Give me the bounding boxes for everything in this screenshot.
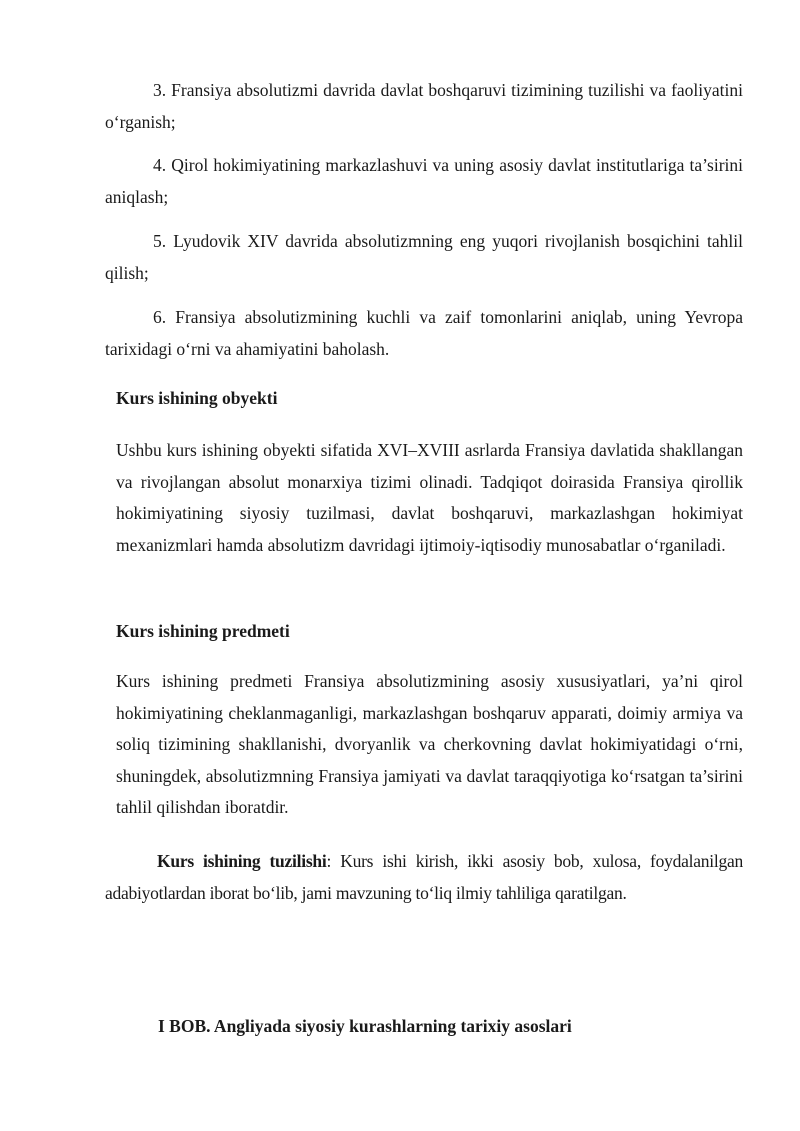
task-item-6: 6. Fransiya absolutizmining kuchli va zaif tomonlarini aniqlab, uning Yevropa tarixidagi o‘rni va ahamiyatini baholash.	[105, 307, 743, 359]
task-item-3: 3. Fransiya absolutizmi davrida davlat boshqaruvi tizimining tuzilishi va faoliyatini o‘rganish;	[105, 80, 743, 132]
task-item-5: 5. Lyudovik XIV davrida absolutizmning eng yuqori rivojlanish bosqichini tahlil qilish;	[105, 231, 743, 283]
structure-label: Kurs ishining tuzilishi	[157, 851, 327, 871]
object-heading: Kurs ishining obyekti	[116, 388, 278, 408]
structure-text: : Kurs ishi kirish, ikki asosiy bob, xulosa, foydalanilgan adabiyotlardan iborat bo‘lib, jami mavzuning to‘liq ilmiy tahliliga qaratilgan.	[105, 851, 743, 903]
chapter-title: I BOB. Angliyada siyosiy kurashlarning tarixiy asoslari	[158, 1016, 572, 1036]
structure-paragraph	[105, 845, 743, 909]
object-paragraph: Ushbu kurs ishining obyekti sifatida XVI–XVIII asrlarda Fransiya davlatida shakllangan va rivojlangan absolut monarxiya tizimi olinadi. Tadqiqot doirasida Fransiya qirollik hokimiyatining siyosiy tuzilmasi, davlat boshqaruvi, markazlashgan hokimiyat mexanizmlari hamda absolutizm davridagi ijtimoiy-iqtisodiy munosabatlar o‘rganiladi.	[116, 440, 743, 555]
subject-paragraph: Kurs ishining predmeti Fransiya absolutizmining asosiy xususiyatlari, ya’ni qirol hokimiyatining cheklanmaganligi, markazlashgan boshqaruv apparati, doimiy armiya va soliq tizimining shakllanishi, dvoryanlik va cherkovning davlat hokimiyatidagi o‘rni, shuningdek, absolutizmning Fransiya jamiyati va davlat taraqqiyotiga ko‘rsatgan ta’sirini tahlil qilishdan iboratdir.	[116, 671, 743, 817]
task-item-4: 4. Qirol hokimiyatining markazlashuvi va uning asosiy davlat institutlariga ta’sirini aniqlash;	[105, 155, 743, 207]
subject-heading: Kurs ishining predmeti	[116, 621, 290, 641]
